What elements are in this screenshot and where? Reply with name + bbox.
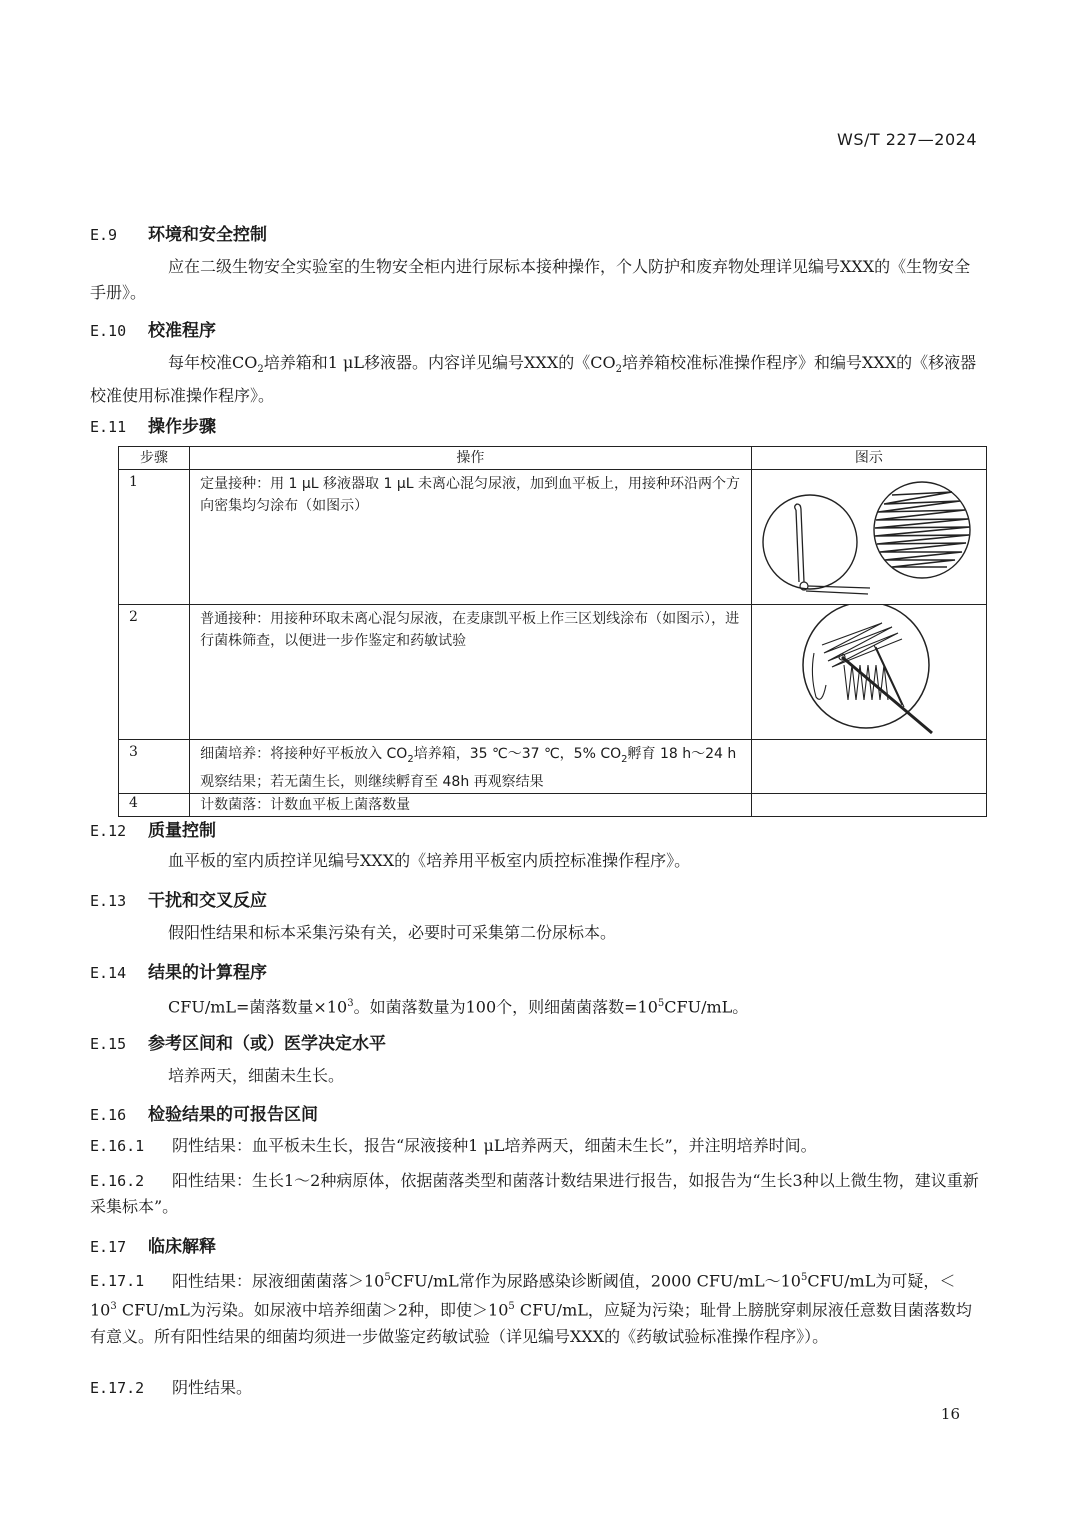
section-heading-e14: E.14 结果的计算程序 xyxy=(90,963,267,983)
table-header-operation: 操作 xyxy=(190,447,752,470)
table-row: 3 细菌培养：将接种好平板放入 $CO_2$培养箱，35 ℃～37 ℃，5% $CO_2$孵育 18 h～24 h 观察结果；若无菌生长，则继续孵育至 48h 再观察结果 xyxy=(119,740,987,794)
section-heading-e13: E.13 干扰和交叉反应 xyxy=(90,891,267,911)
section-heading-e17: E.17 临床解释 xyxy=(90,1237,216,1257)
standard-code: WS/T 227—2024 xyxy=(837,130,977,149)
section-heading-e16: E.16 检验结果的可报告区间 xyxy=(90,1105,318,1125)
section-heading-e15: E.15 参考区间和（或）医学决定水平 xyxy=(90,1034,386,1054)
section-text-e13: 假阳性结果和标本采集污染有关，必要时可采集第二份尿标本。 xyxy=(168,923,617,942)
section-heading-e9: E.9 环境和安全控制 xyxy=(90,225,267,245)
section-text-e15: 培养两天，细菌未生长。 xyxy=(168,1066,345,1085)
subsection-e16-1: E.16.1 阴性结果：血平板未生长，报告“尿液接种1 μL培养两天，细菌未生长”，并注明培养时间。 xyxy=(90,1136,817,1155)
section-text-e14: CFU/mL=菌落数量$\times 10^3$。如菌落数量为100个，则细菌菌落数$=10^5CFU/mL$。 xyxy=(168,997,749,1017)
section-heading-e10: E.10 校准程序 xyxy=(90,321,216,341)
section-text-e9: 应在二级生物安全实验室的生物安全柜内进行尿标本接种操作，个人防护和废弃物处理详见编号XXX的《生物安全手册》。 xyxy=(90,257,971,302)
table-row: 4 计数菌落：计数血平板上菌落数量 xyxy=(119,793,987,816)
table-row: 2 普通接种：用接种环取未离心混匀尿液，在麦康凯平板上作三区划线涂布（如图示），进行菌株筛查，以便进一步作鉴定和药敏试验 xyxy=(119,605,987,740)
page-number: 16 xyxy=(940,1405,960,1423)
section-heading-e12: E.12 质量控制 xyxy=(90,821,216,841)
procedure-table xyxy=(118,446,987,817)
section-text-e12: 血平板的室内质控详见编号XXX的《培养用平板室内质控标准操作程序》。 xyxy=(168,851,691,870)
figure-streak-inoculation xyxy=(751,605,986,740)
section-heading-e11: E.11 操作步骤 xyxy=(90,417,216,437)
subsection-e17-1: E.17.1 阳性结果：尿液细菌菌落$>10^5CFU/mL$常作为尿路感染诊断阈值，2000 CFU/$mL\sim 10^5CFU/mL$为可疑，$<10^3$ CFU/mL为污染。如尿液中培养细菌＞2种，即使$>10^5$ CFU/mL，应疑为污染；耻骨上膀胱穿刺尿液任意数目菌落数均有意义。所有阳性结果的细菌均须进一步做鉴定药敏试验（详见编号XXX的《药敏试验标准操作程序》）。 xyxy=(90,1271,972,1346)
subsection-e16-2: E.16.2 阳性结果：生长1～2种病原体，依据菌落类型和菌落计数结果进行报告，如报告为“生长3种以上微生物，建议重新采集标本”。 xyxy=(90,1171,979,1216)
table-header-step: 步骤 xyxy=(119,447,190,470)
section-text-e10: 每年校准$CO_2$培养箱和1 μL移液器。内容详见编号XXX的《$CO_2$培养箱校准标准操作程序》和编号XXX的《移液器校准使用标准操作程序》。 xyxy=(90,353,977,406)
subsection-e17-2: E.17.2 阴性结果。 xyxy=(90,1378,253,1397)
table-header-row xyxy=(119,447,987,470)
table-header-figure: 图示 xyxy=(751,447,986,470)
figure-quantitative-inoculation xyxy=(751,470,986,605)
table-row: 1 定量接种：用 1 μL 移液器取 1 μL 未离心混匀尿液，加到血平板上，用接种环沿两个方向密集均匀涂布（如图示） xyxy=(119,470,987,605)
